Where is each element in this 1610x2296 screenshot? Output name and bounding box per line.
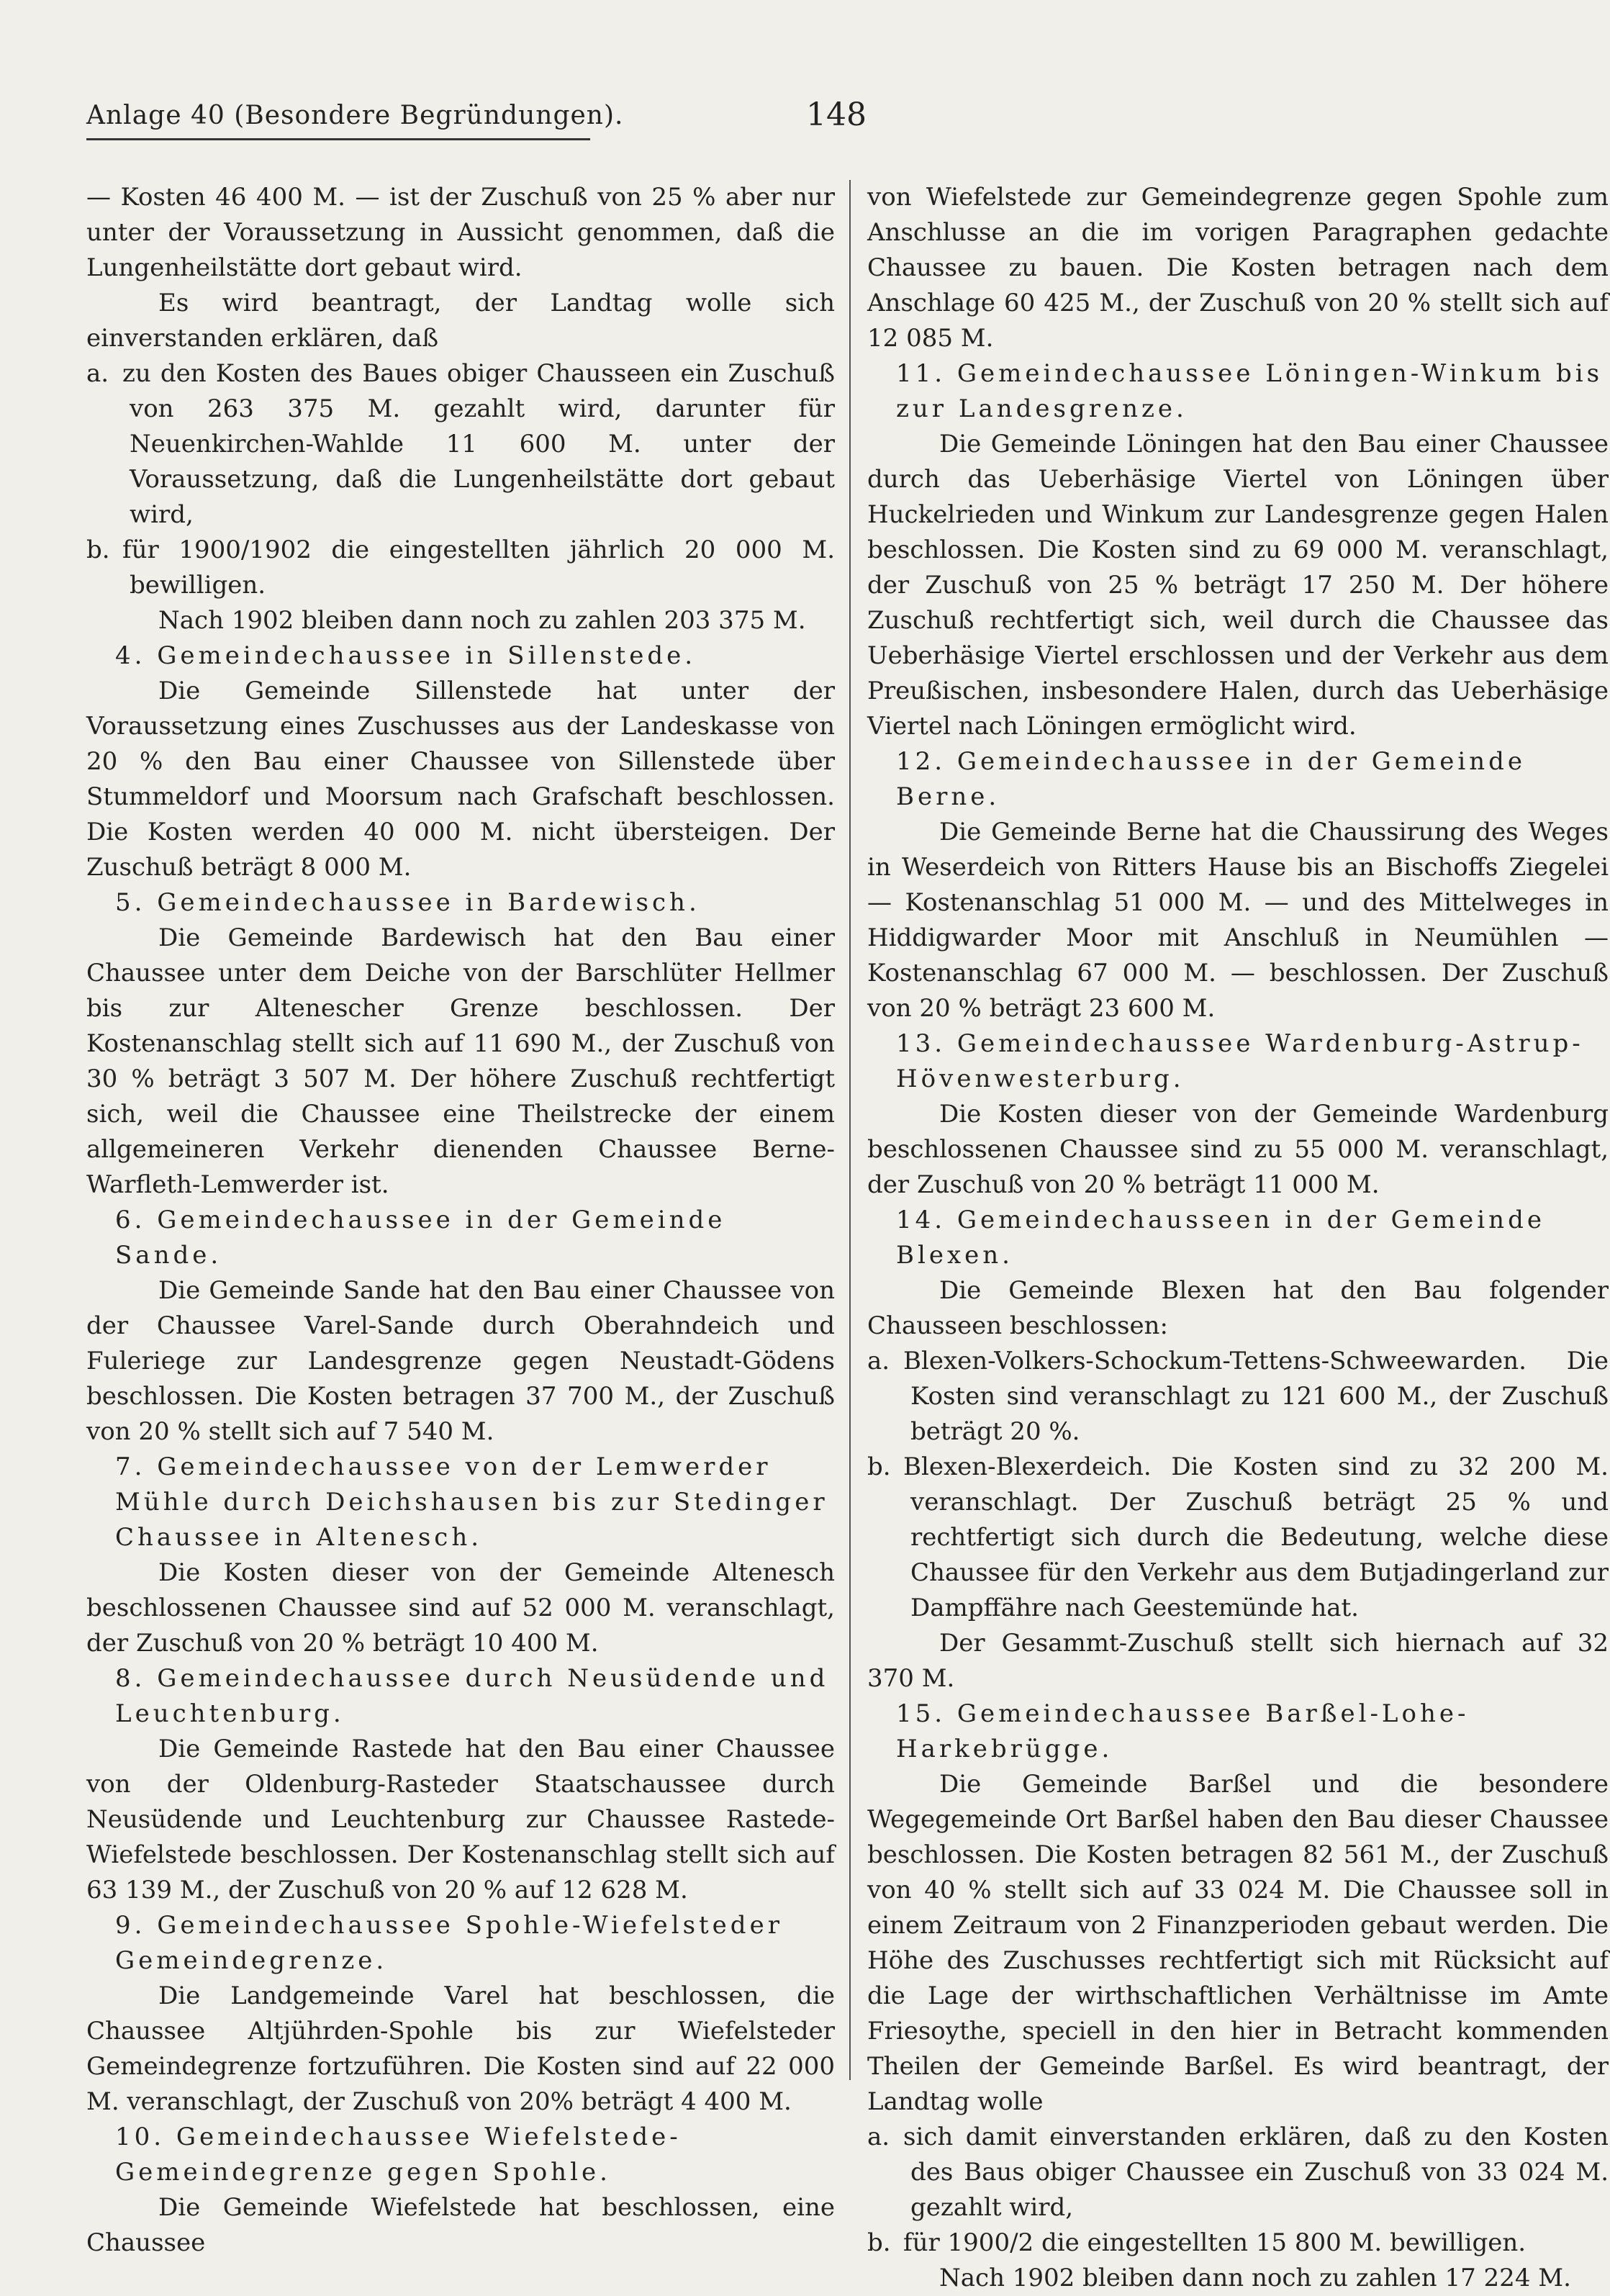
section-heading: 13. Gemeindechaussee Wardenburg-Astrup-Hövenwesterburg.: [896, 1029, 1584, 1093]
paragraph: Die Gemeinde Blexen hat den Bau folgender Chausseen beschlossen:: [867, 1276, 1609, 1340]
paragraph: Die Kosten dieser von der Gemeinde Wardenburg beschlossenen Chaussee sind zu 55 000 M. veranschlagt, der Zuschuß von 20 % beträgt 11 000 M.: [867, 1100, 1609, 1199]
list-item: [867, 1450, 1609, 1626]
list-text: Blexen-Blexerdeich. Die Kosten sind zu 32 200 M. veranschlagt. Der Zuschuß beträgt 25 % und rechtfertigt sich durch die Bedeutung, welche diese Chaussee für den Verkehr aus dem Butjadingerland zur Dampffähre nach Geestemünde hat.: [903, 1452, 1609, 1622]
list-label: b.: [867, 2228, 891, 2257]
section-heading: 15. Gemeindechaussee Barßel-Lohe-Harkebrügge.: [896, 1699, 1470, 1763]
section-heading: 5. Gemeindechaussee in Bardewisch.: [115, 888, 700, 917]
list-text: für 1900/1902 die eingestellten jährlich 20 000 M. bewilligen.: [122, 535, 835, 600]
section-heading: 4. Gemeindechaussee in Sillenstede.: [115, 641, 697, 670]
list-label: b.: [86, 535, 110, 564]
paragraph: Die Gemeinde Wiefelstede hat beschlossen, eine Chaussee: [86, 2193, 835, 2257]
paragraph: Die Gemeinde Bardewisch hat den Bau einer Chaussee unter dem Deiche von der Barschlüter Hellmer bis zur Altenescher Grenze beschlossen. Der Kostenanschlag stellt sich auf 11 690 M., der Zuschuß von 30 % beträgt 3 507 M. Der höhere Zuschuß rechtfertigt sich, weil die Chaussee eine Theilstrecke der einem allgemeineren Verkehr dienenden Chaussee Berne-Warfleth-Lemwerder ist.: [86, 923, 835, 1199]
paragraph: Die Gemeinde Löningen hat den Bau einer Chaussee durch das Ueberhäsige Viertel von Löningen über Huckelrieden und Winkum zur Landesgrenze gegen Halen beschlossen. Die Kosten sind zu 69 000 M. veranschlagt, der Zuschuß von 25 % beträgt 17 250 M. Der höhere Zuschuß rechtfertigt sich, weil durch die Chaussee das Ueberhäsige Viertel erschlossen und der Verkehr aus dem Preußischen, insbesondere Halen, durch das Ueberhäsige Viertel nach Löningen ermöglicht wird.: [867, 430, 1609, 741]
paragraph: Es wird beantragt, der Landtag wolle sich einverstanden erklären, daß: [86, 289, 835, 353]
right-column: [867, 180, 1609, 2292]
list-text: Blexen-Volkers-Schockum-Tettens-Schweewarden. Die Kosten sind veranschlagt zu 121 600 M., der Zuschuß beträgt 20 %.: [903, 1347, 1609, 1446]
paragraph: Die Gemeinde Barßel und die besondere Wegegemeinde Ort Barßel haben den Bau dieser Chaussee beschlossen. Die Kosten betragen 82 561 M., der Zuschuß von 40 % stellt sich auf 33 024 M. Die Chaussee soll in einem Zeitraum von 2 Finanzperioden gebaut werden. Die Höhe des Zuschusses rechtfertigt sich mit Rücksicht auf die Lage der wirthschaftlichen Verhältnisse im Amte Friesoythe, speciell in den hier in Betracht kommenden Theilen der Gemeinde Barßel. Es wird beantragt, der Landtag wolle: [867, 1770, 1609, 2116]
paragraph: Die Gemeinde Rastede hat den Bau einer Chaussee von der Oldenburg-Rasteder Staatschaussee durch Neusüdende und Leuchtenburg zur Chaussee Rastede-Wiefelstede beschlossen. Der Kostenanschlag stellt sich auf 63 139 M., der Zuschuß von 20 % auf 12 628 M.: [86, 1735, 835, 1904]
section-heading: 10. Gemeindechaussee Wiefelstede-Gemeindegrenze gegen Spohle.: [115, 2123, 682, 2187]
paragraph: Nach 1902 bleiben dann noch zu zahlen 17 224 M.: [939, 2264, 1571, 2292]
list-item: [867, 2225, 1609, 2261]
list-label: b.: [867, 1452, 891, 1481]
list-item: [867, 1344, 1609, 1450]
paragraph: Die Gemeinde Sillenstede hat unter der Voraussetzung eines Zuschusses aus der Landeskasse von 20 % den Bau einer Chaussee von Sillenstede über Stummeldorf und Moorsum nach Grafschaft beschlossen. Die Kosten werden 40 000 M. nicht übersteigen. Der Zuschuß beträgt 8 000 M.: [86, 677, 835, 882]
list-label: a.: [86, 359, 109, 388]
page-number: 148: [806, 96, 867, 133]
section-heading: 7. Gemeindechaussee von der Lemwerder Mühle durch Deichshausen bis zur Stedinger Chaussee in Altenesch.: [115, 1452, 828, 1552]
section-heading: 11. Gemeindechaussee Löningen-Winkum bis zur Landesgrenze.: [896, 359, 1604, 423]
column-divider: [849, 180, 851, 2080]
paragraph: Die Gemeinde Sande hat den Bau einer Chaussee von der Chaussee Varel-Sande durch Oberahndeich und Fuleriege zur Landesgrenze gegen Neustadt-Gödens beschlossen. Die Kosten betragen 37 700 M., der Zuschuß von 20 % stellt sich auf 7 540 M.: [86, 1276, 835, 1446]
section-heading: 14. Gemeindechausseen in der Gemeinde Blexen.: [896, 1206, 1545, 1270]
running-title: Anlage 40 (Besondere Begründungen).: [86, 101, 624, 130]
list-item: [86, 356, 835, 533]
section-heading: 6. Gemeindechaussee in der Gemeinde Sande.: [115, 1206, 726, 1270]
paragraph: Die Gemeinde Berne hat die Chaussirung des Weges in Weserdeich von Ritters Hause bis an Bischoffs Ziegelei — Kostenanschlag 51 000 M. — und des Mittelweges in Hiddigwarder Moor mit Anschluß in Neumühlen — Kostenanschlag 67 000 M. — beschlossen. Der Zuschuß von 20 % beträgt 23 600 M.: [867, 818, 1609, 1023]
list-text: zu den Kosten des Baues obiger Chausseen ein Zuschuß von 263 375 M. gezahlt wird, darunter für Neuenkirchen-Wahlde 11 600 M. unter der Voraussetzung, daß die Lungenheilstätte dort gebaut wird,: [122, 359, 835, 529]
list-item: [86, 533, 835, 603]
section-heading: 8. Gemeindechaussee durch Neusüdende und Leuchtenburg.: [115, 1664, 829, 1728]
page-header: [86, 96, 1555, 144]
header-rule: [86, 138, 590, 140]
list-text: für 1900/2 die eingestellten 15 800 M. bewilligen.: [903, 2228, 1527, 2257]
section-heading: 12. Gemeindechaussee in der Gemeinde Berne.: [896, 747, 1527, 811]
list-label: a.: [867, 2123, 890, 2151]
paragraph: Die Kosten dieser von der Gemeinde Altenesch beschlossenen Chaussee sind auf 52 000 M. veranschlagt, der Zuschuß von 20 % beträgt 10 400 M.: [86, 1558, 835, 1658]
paragraph: Die Landgemeinde Varel hat beschlossen, die Chaussee Altjührden-Spohle bis zur Wiefelsteder Gemeindegrenze fortzuführen. Die Kosten sind auf 22 000 M. veranschlagt, der Zuschuß von 20% beträgt 4 400 M.: [86, 1981, 835, 2116]
list-label: a.: [867, 1347, 890, 1375]
list-item: [867, 2120, 1609, 2225]
paragraph: — Kosten 46 400 M. — ist der Zuschuß von 25 % aber nur unter der Voraussetzung in Aussicht genommen, daß die Lungenheilstätte dort gebaut wird.: [86, 183, 835, 282]
section-heading: 9. Gemeindechaussee Spohle-Wiefelsteder Gemeindegrenze.: [115, 1911, 783, 1975]
paragraph: Der Gesammt-Zuschuß stellt sich hiernach auf 32 370 M.: [867, 1629, 1609, 1693]
list-text: sich damit einverstanden erklären, daß zu den Kosten des Baus obiger Chaussee ein Zuschuß von 33 024 M. gezahlt wird,: [903, 2123, 1609, 2222]
paragraph: von Wiefelstede zur Gemeindegrenze gegen Spohle zum Anschlusse an die im vorigen Paragraphen gedachte Chaussee zu bauen. Die Kosten betragen nach dem Anschlage 60 425 M., der Zuschuß von 20 % stellt sich auf 12 085 M.: [867, 183, 1609, 353]
left-column: [86, 180, 835, 2257]
paragraph: Nach 1902 bleiben dann noch zu zahlen 203 375 M.: [158, 606, 806, 635]
